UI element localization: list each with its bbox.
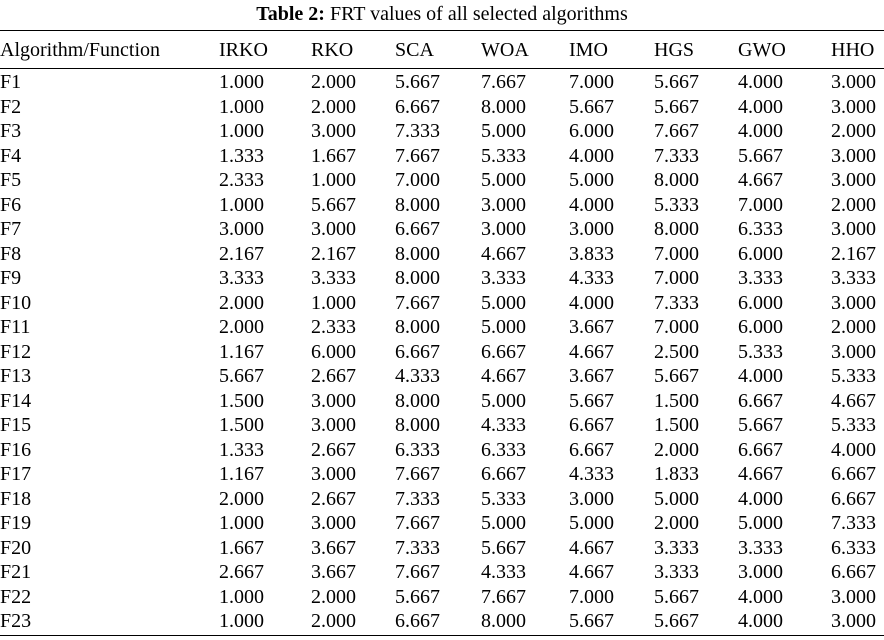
cell-sca: 7.333 — [395, 536, 440, 559]
cell-sca: 8.000 — [395, 242, 440, 265]
cell-function: F6 — [0, 193, 22, 216]
header-hho: HHO — [831, 39, 875, 61]
cell-imo: 4.000 — [569, 193, 614, 216]
cell-hho: 5.333 — [831, 365, 876, 387]
cell-hgs: 5.667 — [654, 95, 699, 118]
cell-hho: 3.000 — [831, 340, 876, 363]
cell-irko: 1.000 — [219, 193, 264, 216]
cell-gwo: 3.333 — [738, 267, 783, 289]
cell-hho: 6.667 — [831, 561, 876, 583]
cell-sca: 7.667 — [395, 512, 440, 534]
cell-woa: 4.333 — [481, 561, 526, 583]
cell-imo: 6.000 — [569, 120, 614, 142]
cell-sca: 7.667 — [395, 144, 440, 167]
table-row — [0, 266, 884, 291]
cell-hho: 3.333 — [831, 267, 876, 289]
cell-hgs: 5.667 — [654, 610, 699, 632]
cell-function: F15 — [0, 414, 32, 436]
header-algorithm-function: Algorithm/Function — [0, 39, 160, 61]
table-row — [0, 144, 884, 169]
cell-function: F13 — [0, 365, 32, 387]
cell-imo: 4.333 — [569, 267, 614, 289]
cell-hho: 6.667 — [831, 487, 876, 510]
cell-hgs: 5.667 — [654, 71, 699, 93]
cell-rko: 3.000 — [311, 463, 356, 485]
cell-hho: 5.333 — [831, 414, 876, 436]
cell-imo: 6.667 — [569, 414, 614, 436]
cell-woa: 6.667 — [481, 463, 526, 485]
cell-function: F5 — [0, 169, 22, 191]
cell-woa: 6.667 — [481, 340, 526, 363]
table-top-rule — [0, 30, 884, 31]
cell-rko: 2.333 — [311, 316, 356, 338]
cell-imo: 4.667 — [569, 340, 614, 363]
cell-function: F17 — [0, 463, 32, 485]
cell-sca: 7.333 — [395, 120, 440, 142]
table-row — [0, 217, 884, 242]
cell-sca: 5.667 — [395, 585, 440, 608]
table-row — [0, 462, 884, 487]
cell-gwo: 4.000 — [738, 365, 783, 387]
cell-gwo: 6.667 — [738, 438, 783, 461]
cell-rko: 1.000 — [311, 169, 356, 191]
cell-function: F16 — [0, 438, 32, 461]
table-row — [0, 487, 884, 512]
cell-rko: 1.000 — [311, 291, 356, 314]
cell-function: F11 — [0, 316, 31, 338]
cell-sca: 7.667 — [395, 561, 440, 583]
cell-sca: 8.000 — [395, 389, 440, 412]
cell-woa: 3.333 — [481, 267, 526, 289]
cell-function: F22 — [0, 585, 32, 608]
table-row — [0, 95, 884, 120]
cell-irko: 3.333 — [219, 267, 264, 289]
cell-imo: 3.667 — [569, 316, 614, 338]
header-imo: IMO — [569, 39, 608, 61]
cell-rko: 3.333 — [311, 267, 356, 289]
cell-irko: 2.000 — [219, 291, 264, 314]
cell-hgs: 7.000 — [654, 242, 699, 265]
cell-sca: 7.667 — [395, 463, 440, 485]
cell-hgs: 2.000 — [654, 512, 699, 534]
cell-function: F19 — [0, 512, 32, 534]
cell-rko: 3.000 — [311, 218, 356, 240]
cell-gwo: 6.333 — [738, 218, 783, 240]
cell-gwo: 3.000 — [738, 561, 783, 583]
cell-irko: 2.000 — [219, 316, 264, 338]
cell-hgs: 5.667 — [654, 585, 699, 608]
cell-hgs: 7.667 — [654, 120, 699, 142]
table-row — [0, 291, 884, 316]
cell-sca: 7.000 — [395, 169, 440, 191]
cell-rko: 2.667 — [311, 365, 356, 387]
table-row — [0, 536, 884, 561]
cell-hgs: 7.333 — [654, 291, 699, 314]
cell-imo: 4.000 — [569, 291, 614, 314]
cell-irko: 1.667 — [219, 536, 264, 559]
cell-gwo: 4.667 — [738, 463, 783, 485]
cell-hgs: 8.000 — [654, 218, 699, 240]
cell-imo: 5.667 — [569, 95, 614, 118]
cell-imo: 5.000 — [569, 169, 614, 191]
cell-gwo: 6.000 — [738, 316, 783, 338]
cell-rko: 2.000 — [311, 95, 356, 118]
caption-label: Table 2: — [256, 3, 325, 25]
cell-hho: 4.000 — [831, 438, 876, 461]
cell-gwo: 4.000 — [738, 95, 783, 118]
cell-irko: 5.667 — [219, 365, 264, 387]
cell-gwo: 5.667 — [738, 144, 783, 167]
cell-sca: 5.667 — [395, 71, 440, 93]
cell-imo: 4.667 — [569, 536, 614, 559]
cell-woa: 5.333 — [481, 487, 526, 510]
cell-hgs: 7.000 — [654, 316, 699, 338]
cell-hho: 3.000 — [831, 71, 876, 93]
cell-hgs: 5.333 — [654, 193, 699, 216]
cell-imo: 6.667 — [569, 438, 614, 461]
cell-gwo: 6.000 — [738, 291, 783, 314]
cell-function: F1 — [0, 71, 22, 93]
cell-gwo: 4.000 — [738, 120, 783, 142]
table-row — [0, 193, 884, 218]
cell-rko: 1.667 — [311, 144, 356, 167]
cell-function: F2 — [0, 95, 22, 118]
cell-hgs: 1.500 — [654, 389, 699, 412]
cell-function: F12 — [0, 340, 32, 363]
cell-gwo: 5.000 — [738, 512, 783, 534]
cell-irko: 2.167 — [219, 242, 264, 265]
cell-hho: 6.333 — [831, 536, 876, 559]
cell-irko: 1.167 — [219, 340, 264, 363]
cell-woa: 3.000 — [481, 193, 526, 216]
cell-sca: 8.000 — [395, 267, 440, 289]
cell-irko: 1.500 — [219, 389, 264, 412]
cell-hgs: 3.333 — [654, 561, 699, 583]
cell-irko: 2.667 — [219, 561, 264, 583]
cell-imo: 4.333 — [569, 463, 614, 485]
cell-rko: 2.000 — [311, 585, 356, 608]
cell-rko: 2.000 — [311, 71, 356, 93]
frt-table — [0, 32, 884, 634]
cell-imo: 3.000 — [569, 487, 614, 510]
cell-woa: 5.667 — [481, 536, 526, 559]
cell-hho: 6.667 — [831, 463, 876, 485]
cell-irko: 1.333 — [219, 144, 264, 167]
table-row — [0, 315, 884, 340]
cell-rko: 3.000 — [311, 414, 356, 436]
cell-imo: 7.000 — [569, 585, 614, 608]
cell-function: F9 — [0, 267, 22, 289]
cell-woa: 5.333 — [481, 144, 526, 167]
cell-irko: 1.000 — [219, 512, 264, 534]
cell-function: F3 — [0, 120, 22, 142]
cell-hho: 3.000 — [831, 291, 876, 314]
table-row — [0, 242, 884, 267]
cell-function: F20 — [0, 536, 32, 559]
cell-gwo: 6.667 — [738, 389, 783, 412]
cell-rko: 3.667 — [311, 561, 356, 583]
cell-hho: 3.000 — [831, 585, 876, 608]
cell-irko: 1.000 — [219, 585, 264, 608]
cell-sca: 6.333 — [395, 438, 440, 461]
cell-sca: 4.333 — [395, 365, 440, 387]
cell-function: F14 — [0, 389, 32, 412]
cell-imo: 3.000 — [569, 218, 614, 240]
cell-sca: 7.667 — [395, 291, 440, 314]
table-row — [0, 511, 884, 536]
cell-woa: 4.333 — [481, 414, 526, 436]
cell-rko: 2.667 — [311, 487, 356, 510]
table-header — [0, 32, 884, 70]
cell-sca: 8.000 — [395, 193, 440, 216]
cell-hgs: 1.833 — [654, 463, 699, 485]
cell-hho: 7.333 — [831, 512, 876, 534]
cell-function: F10 — [0, 291, 32, 314]
cell-irko: 1.000 — [219, 95, 264, 118]
cell-woa: 4.667 — [481, 242, 526, 265]
cell-hho: 2.000 — [831, 316, 876, 338]
header-hgs: HGS — [654, 39, 695, 61]
header-irko: IRKO — [219, 39, 268, 61]
cell-hgs: 3.333 — [654, 536, 699, 559]
table-row — [0, 340, 884, 365]
cell-rko: 3.000 — [311, 120, 356, 142]
table-row — [0, 364, 884, 389]
cell-imo: 4.667 — [569, 561, 614, 583]
cell-irko: 1.167 — [219, 463, 264, 485]
cell-hho: 3.000 — [831, 610, 876, 632]
table-row — [0, 70, 884, 95]
cell-sca: 7.333 — [395, 487, 440, 510]
cell-hgs: 7.333 — [654, 144, 699, 167]
cell-sca: 6.667 — [395, 610, 440, 632]
cell-irko: 1.333 — [219, 438, 264, 461]
cell-sca: 8.000 — [395, 316, 440, 338]
cell-gwo: 5.333 — [738, 340, 783, 363]
cell-gwo: 3.333 — [738, 536, 783, 559]
cell-woa: 8.000 — [481, 610, 526, 632]
cell-function: F8 — [0, 242, 22, 265]
cell-imo: 5.667 — [569, 389, 614, 412]
cell-woa: 4.667 — [481, 365, 526, 387]
table-row — [0, 413, 884, 438]
cell-sca: 6.667 — [395, 95, 440, 118]
header-sca: SCA — [395, 39, 434, 61]
table-caption — [0, 2, 884, 26]
cell-rko: 2.000 — [311, 610, 356, 632]
cell-irko: 3.000 — [219, 218, 264, 240]
cell-sca: 8.000 — [395, 414, 440, 436]
cell-irko: 1.000 — [219, 71, 264, 93]
cell-hho: 3.000 — [831, 144, 876, 167]
cell-imo: 3.833 — [569, 242, 614, 265]
cell-woa: 7.667 — [481, 585, 526, 608]
cell-function: F7 — [0, 218, 22, 240]
cell-imo: 7.000 — [569, 71, 614, 93]
cell-woa: 3.000 — [481, 218, 526, 240]
cell-imo: 4.000 — [569, 144, 614, 167]
cell-gwo: 4.000 — [738, 585, 783, 608]
cell-irko: 2.000 — [219, 487, 264, 510]
cell-hgs: 8.000 — [654, 169, 699, 191]
cell-rko: 2.667 — [311, 438, 356, 461]
table-body — [0, 70, 884, 634]
cell-woa: 5.000 — [481, 291, 526, 314]
table-bottom-rule — [0, 635, 884, 636]
cell-woa: 7.667 — [481, 71, 526, 93]
cell-gwo: 4.667 — [738, 169, 783, 191]
cell-rko: 3.000 — [311, 389, 356, 412]
cell-rko: 2.167 — [311, 242, 356, 265]
cell-woa: 8.000 — [481, 95, 526, 118]
cell-hgs: 1.500 — [654, 414, 699, 436]
header-rko: RKO — [311, 39, 354, 61]
cell-woa: 5.000 — [481, 169, 526, 191]
cell-function: F18 — [0, 487, 32, 510]
caption-text: FRT values of all selected algorithms — [329, 3, 628, 25]
cell-function: F21 — [0, 561, 32, 583]
cell-hho: 3.000 — [831, 95, 876, 118]
cell-hgs: 2.500 — [654, 340, 699, 363]
cell-irko: 1.000 — [219, 610, 264, 632]
cell-hho: 2.000 — [831, 193, 876, 216]
header-row — [0, 32, 884, 68]
cell-hho: 2.000 — [831, 120, 876, 142]
cell-gwo: 4.000 — [738, 71, 783, 93]
table-row — [0, 438, 884, 463]
cell-gwo: 5.667 — [738, 414, 783, 436]
cell-irko: 1.500 — [219, 414, 264, 436]
cell-hho: 4.667 — [831, 389, 876, 412]
table-row — [0, 585, 884, 610]
table-row — [0, 389, 884, 414]
cell-woa: 5.000 — [481, 389, 526, 412]
cell-woa: 5.000 — [481, 316, 526, 338]
header-woa: WOA — [481, 39, 529, 61]
cell-hho: 3.000 — [831, 218, 876, 240]
cell-hgs: 5.000 — [654, 487, 699, 510]
cell-function: F4 — [0, 144, 22, 167]
cell-hho: 2.167 — [831, 242, 876, 265]
cell-sca: 6.667 — [395, 218, 440, 240]
cell-gwo: 4.000 — [738, 610, 783, 632]
cell-rko: 6.000 — [311, 340, 356, 363]
cell-rko: 5.667 — [311, 193, 356, 216]
cell-hgs: 2.000 — [654, 438, 699, 461]
table-row — [0, 560, 884, 585]
table-row — [0, 609, 884, 634]
cell-gwo: 6.000 — [738, 242, 783, 265]
cell-imo: 5.000 — [569, 512, 614, 534]
cell-woa: 5.000 — [481, 512, 526, 534]
cell-gwo: 4.000 — [738, 487, 783, 510]
table-row — [0, 168, 884, 193]
cell-rko: 3.667 — [311, 536, 356, 559]
cell-irko: 2.333 — [219, 169, 264, 191]
cell-gwo: 7.000 — [738, 193, 783, 216]
cell-rko: 3.000 — [311, 512, 356, 534]
cell-hgs: 5.667 — [654, 365, 699, 387]
cell-hho: 3.000 — [831, 169, 876, 191]
table-row — [0, 119, 884, 144]
cell-function: F23 — [0, 610, 32, 632]
cell-imo: 5.667 — [569, 610, 614, 632]
cell-sca: 6.667 — [395, 340, 440, 363]
cell-imo: 3.667 — [569, 365, 614, 387]
cell-irko: 1.000 — [219, 120, 264, 142]
cell-woa: 5.000 — [481, 120, 526, 142]
header-gwo: GWO — [738, 39, 786, 61]
cell-woa: 6.333 — [481, 438, 526, 461]
cell-hgs: 7.000 — [654, 267, 699, 289]
